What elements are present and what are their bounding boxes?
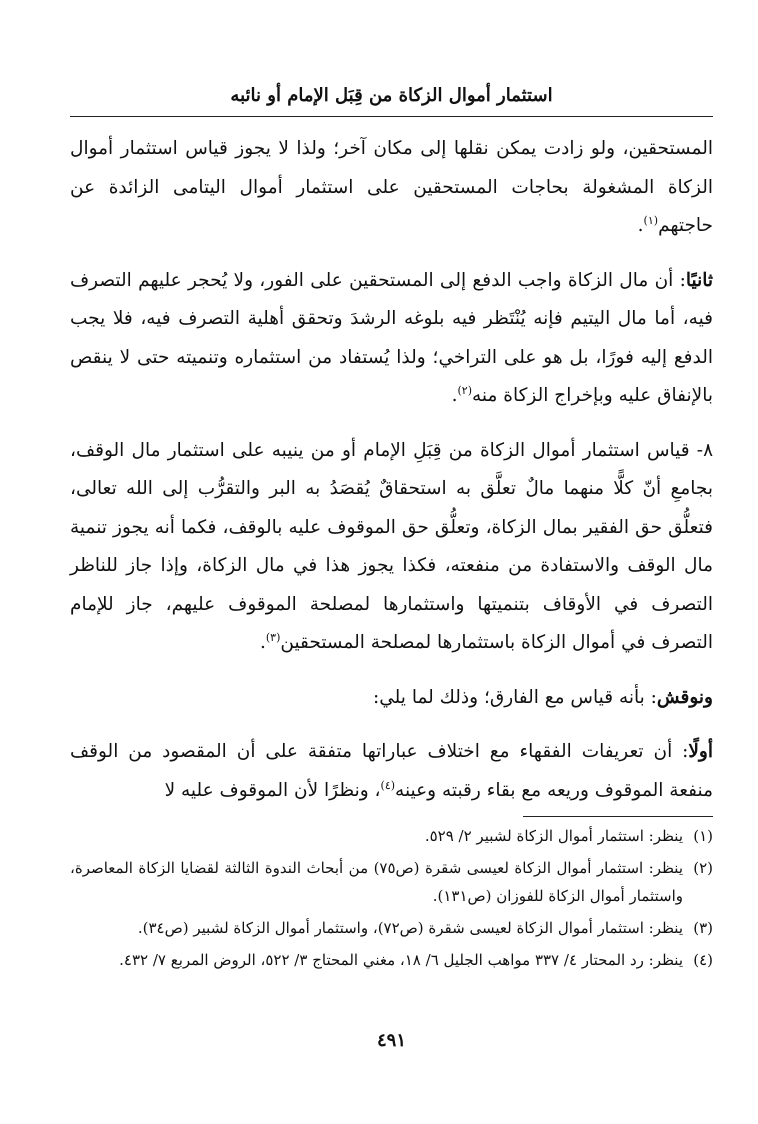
footnote-number: (٣): [693, 919, 713, 937]
paragraph-lead: ونوقش: [656, 686, 713, 708]
paragraph-lead: أولًا: [688, 741, 713, 762]
paragraph-objection: [70, 679, 713, 718]
paragraph-number: ٨: [703, 439, 713, 461]
footnote-item: [70, 914, 713, 942]
paragraph-text: - قياس استثمار أموال الزكاة من قِبَلِ الإمام أو من ينيبه على استثمار مال الوقف، بجامعِ أنّ كلًّا منهما مالٌ تعلَّق به استحقاقٌ يُقصَدُ به البر والتقرُّب إلى الله تعالى، فتعلُّق حق الفقير بمال الزكاة، وتعلُّق حق الموقوف عليه بالوقف، فكما أنه يجوز تنمية مال الوقف والاستفادة من منفعته، فكذا يجوز هذا في مال الزكاة، وإذا جاز للناظر التصرف في الأوقاف بتنميتها واستثمارها لمصلحة الموقوف عليهم، جاز للإمام التصرف في أموال الزكاة باستثمارها لمصلحة المستحقين: [70, 439, 713, 653]
paragraph-tail: .: [259, 632, 266, 653]
running-header: استثمار أموال الزكاة من قِبَل الإمام أو نائبه: [230, 85, 553, 106]
paragraph-tail: ، ونظرًا لأن الموقوف عليه لا: [164, 779, 381, 801]
footnote-text: ينظر: رد المحتار ٤/ ٣٣٧ مواهب الجليل ٦/ ١٨، مغني المحتاج ٣/ ٥٢٢، الروض المربع ٧/ ٤٣٢.: [119, 951, 683, 969]
footnote-number: (٤): [693, 951, 713, 969]
main-text: [70, 130, 713, 810]
paragraph-first-point: [70, 733, 713, 810]
header-divider: [70, 116, 713, 117]
paragraph-lead: ثانيًا: [685, 269, 713, 291]
paragraph-text: : أن تعريفات الفقهاء مع اختلاف عباراتها متفقة على أن المقصود من الوقف منفعة الموقوف وريعه مع بقاء رقبته وعينه: [70, 741, 713, 801]
paragraph-text: : أن مال الزكاة واجب الدفع إلى المستحقين على الفور، ولا يُحجر عليهم التصرف فيه، أما مال اليتيم فإنه يُنْتَظر فيه بلوغه الرشدَ وتحقق أهلية التصرف فيه، فلا يجب الدفع إليه فورًا، بل هو على التراخي؛ ولذا يُستفاد من استثماره وتنميته حتى لا ينقص بالإنفاق عليه وبإخراج الزكاة منه: [70, 269, 713, 406]
footnote-divider: [523, 816, 713, 817]
footnote-item: [70, 946, 713, 974]
paragraph-text: : بأنه قياس مع الفارق؛ وذلك لما يلي:: [373, 686, 657, 708]
footnote-ref[interactable]: (٢): [457, 383, 472, 397]
footnote-item: [70, 822, 713, 850]
paragraph-continuation: [70, 130, 713, 246]
paragraph-tail: .: [451, 385, 458, 406]
footnote-number: (٢): [693, 859, 713, 877]
footnote-ref[interactable]: (٤): [380, 778, 396, 792]
page-number: ٤٩١: [376, 1030, 406, 1051]
paragraph-text: المستحقين، ولو زادت يمكن نقلها إلى مكان آخر؛ ولذا لا يجوز قياس استثمار أموال الزكاة المشغولة بحاجات المستحقين على استثمار أموال اليتامى الزائدة عن حاجتهم: [70, 138, 713, 236]
footnote-text: ينظر: استثمار أموال الزكاة لشبير ٢/ ٥٢٩.: [424, 827, 683, 845]
paragraph-second-point: [70, 262, 713, 416]
footnote-text: ينظر: استثمار أموال الزكاة لعيسى شقرة (ص٧٢)، واستثمار أموال الزكاة لشبير (ص٣٤).: [137, 919, 683, 937]
footnote-ref[interactable]: (١): [643, 213, 659, 227]
paragraph-waqf-analogy: [70, 432, 713, 663]
footnote-ref[interactable]: (٣): [265, 630, 281, 644]
footnote-item: [70, 854, 713, 910]
footnote-number: (١): [693, 827, 713, 845]
footnotes: [70, 822, 713, 978]
footnote-text: ينظر: استثمار أموال الزكاة لعيسى شقرة (ص٧٥) من أبحاث الندوة الثالثة لقضايا الزكاة المعاصرة، واستثمار أموال الزكاة للفوزان (ص١٣١).: [70, 859, 683, 905]
paragraph-tail: .: [637, 215, 644, 236]
